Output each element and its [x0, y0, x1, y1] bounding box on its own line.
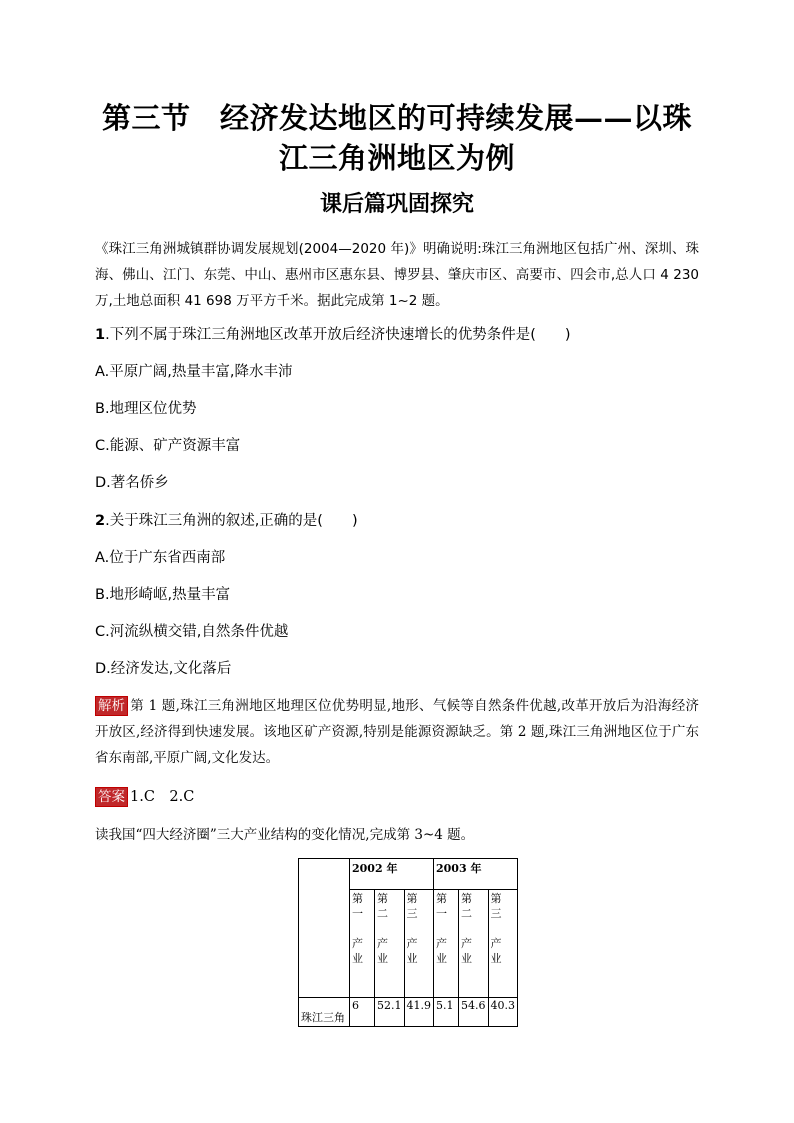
industry-header: 第 三 产 业 — [488, 890, 518, 998]
question-stem: .关于珠江三角洲的叙述,正确的是( ) — [105, 513, 358, 529]
title-line-2: 江三角洲地区为例 — [278, 141, 515, 175]
industry-header: 第 三 产 业 — [404, 890, 434, 998]
section-subtitle: 课后篇巩固探究 — [319, 191, 474, 217]
table-cell: 54.6 — [459, 998, 489, 1027]
question-2-option-a: A.位于广东省西南部 — [95, 550, 226, 566]
question-number: 1 — [95, 327, 106, 343]
table-corner-cell — [299, 859, 350, 998]
industry-header: 第 二 产 业 — [375, 890, 405, 998]
table-cell: 52.1 — [375, 998, 405, 1027]
answer-text: 1.C 2.C — [130, 789, 195, 805]
title-line-1: 第三节 经济发达地区的可持续发展——以珠 — [101, 101, 692, 135]
table-cell: 6 — [350, 998, 375, 1027]
industry-structure-table — [298, 858, 518, 1027]
question-2 — [95, 510, 699, 532]
question-number: 2 — [95, 513, 106, 529]
year-header-2002: 2002 年 — [350, 859, 434, 890]
analysis-tag: 解析 — [95, 696, 128, 716]
row-label: 珠江三角 — [299, 998, 350, 1027]
question-1-option-b: B.地理区位优势 — [95, 401, 197, 417]
table-row — [299, 998, 518, 1027]
industry-header: 第 一 产 业 — [350, 890, 375, 998]
answer-block — [95, 784, 699, 810]
table-cell: 5.1 — [434, 998, 459, 1027]
analysis-block — [95, 693, 699, 771]
industry-header: 第 二 产 业 — [459, 890, 489, 998]
question-1-option-c: C.能源、矿产资源丰富 — [95, 438, 241, 454]
question-2-option-c: C.河流纵横交错,自然条件优越 — [95, 624, 289, 640]
intro-paragraph: 《珠江三角洲城镇群协调发展规划(2004—2020 年)》明确说明:珠江三角洲地区包括广州、深圳、珠海、佛山、江门、东莞、中山、惠州市区惠东县、博罗县、肇庆市区、高要市、四会市,总人口 4 230 万,土地总面积 41 698 万平方千米。据此完成第 1~2 题。 — [95, 241, 699, 309]
question-1 — [95, 324, 699, 346]
industry-header: 第 一 产 业 — [434, 890, 459, 998]
question-stem: .下列不属于珠江三角洲地区改革开放后经济快速增长的优势条件是( ) — [105, 327, 571, 343]
table-cell: 41.9 — [404, 998, 434, 1027]
question-1-option-d: D.著名侨乡 — [95, 475, 169, 491]
answer-tag: 答案 — [95, 787, 128, 807]
analysis-text: 第 1 题,珠江三角洲地区地理区位优势明显,地形、气候等自然条件优越,改革开放后为沿海经济开放区,经济得到快速发展。该地区矿产资源,特别是能源资源缺乏。第 2 题,珠江三角洲地区位于广东省东南部,平原广阔,文化发达。 — [95, 698, 699, 766]
question-1-option-a: A.平原广阔,热量丰富,降水丰沛 — [95, 364, 293, 380]
table-cell: 40.3 — [488, 998, 518, 1027]
question-2-option-d: D.经济发达,文化落后 — [95, 661, 232, 677]
table-lead-text: 读我国“四大经济圈”三大产业结构的变化情况,完成第 3~4 题。 — [95, 827, 475, 843]
year-header-2003: 2003 年 — [434, 859, 518, 890]
question-2-option-b: B.地形崎岖,热量丰富 — [95, 587, 231, 603]
page-title — [95, 98, 699, 178]
